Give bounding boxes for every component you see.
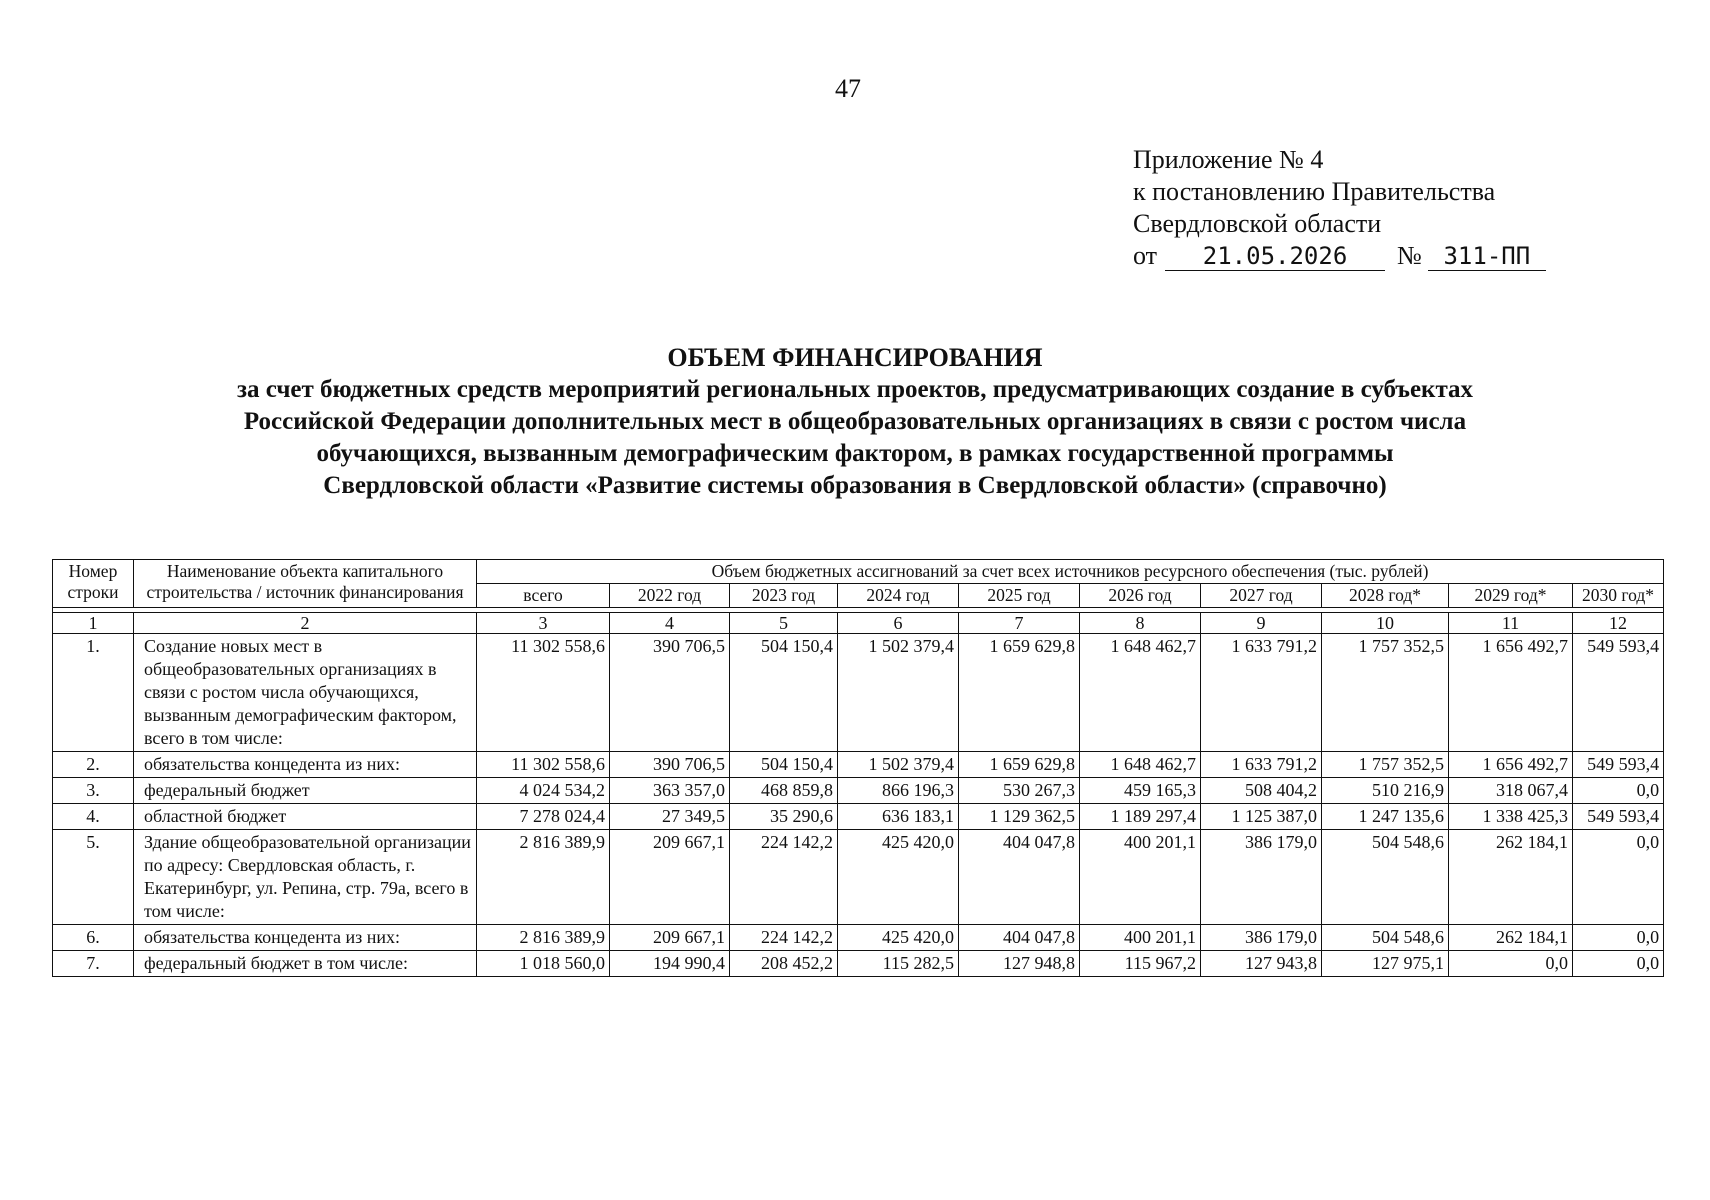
value-cell: 459 165,3 — [1080, 778, 1201, 804]
value-cell: 504 150,4 — [730, 634, 838, 752]
value-cell: 4 024 534,2 — [477, 778, 610, 804]
title-line-2: Российской Федерации дополнительных мест в общеобразовательных организациях в связи с ростом числа — [243, 408, 1467, 435]
value-cell: 115 282,5 — [838, 951, 959, 977]
row-name-cell: обязательства концедента из них: — [134, 925, 477, 951]
header-col-2025: 2025 год — [959, 584, 1080, 608]
index-cell: 7 — [959, 613, 1080, 634]
index-cell: 6 — [838, 613, 959, 634]
header-row-number: Номер строки — [53, 560, 134, 608]
value-cell: 636 183,1 — [838, 804, 959, 830]
row-name-cell: федеральный бюджет — [134, 778, 477, 804]
financing-table — [52, 559, 1664, 977]
document-title — [90, 342, 1620, 502]
value-cell: 1 502 379,4 — [838, 752, 959, 778]
value-cell: 1 125 387,0 — [1201, 804, 1322, 830]
value-cell: 390 706,5 — [610, 752, 730, 778]
value-cell: 390 706,5 — [610, 634, 730, 752]
value-cell: 504 548,6 — [1322, 830, 1449, 925]
value-cell: 11 302 558,6 — [477, 752, 610, 778]
value-cell: 1 018 560,0 — [477, 951, 610, 977]
number-label: № — [1397, 241, 1422, 270]
row-name-cell: областной бюджет — [134, 804, 477, 830]
row-name-cell: обязательства концедента из них: — [134, 752, 477, 778]
row-number-cell: 5. — [53, 830, 134, 925]
value-cell: 0,0 — [1573, 951, 1664, 977]
page-number: 47 — [835, 74, 861, 103]
header-col-2027: 2027 год — [1201, 584, 1322, 608]
value-cell: 504 548,6 — [1322, 925, 1449, 951]
value-cell: 504 150,4 — [730, 752, 838, 778]
value-cell: 209 667,1 — [610, 925, 730, 951]
value-cell: 530 267,3 — [959, 778, 1080, 804]
value-cell: 27 349,5 — [610, 804, 730, 830]
value-cell: 7 278 024,4 — [477, 804, 610, 830]
column-index-row — [53, 613, 1664, 634]
table-row — [53, 830, 1664, 925]
index-cell: 11 — [1449, 613, 1573, 634]
table-row — [53, 634, 1664, 752]
index-cell: 9 — [1201, 613, 1322, 634]
value-cell: 11 302 558,6 — [477, 634, 610, 752]
value-cell: 224 142,2 — [730, 830, 838, 925]
index-cell: 12 — [1573, 613, 1664, 634]
header-col-2023: 2023 год — [730, 584, 838, 608]
header-col-2030: 2030 год* — [1573, 584, 1664, 608]
index-cell: 2 — [134, 613, 477, 634]
table-row — [53, 752, 1664, 778]
header-name: Наименование объекта капитального строительства / источник финансирования — [134, 560, 477, 608]
value-cell: 224 142,2 — [730, 925, 838, 951]
row-number-cell: 1. — [53, 634, 134, 752]
table-row — [53, 778, 1664, 804]
value-cell: 1 502 379,4 — [838, 634, 959, 752]
row-name-cell: Здание общеобразовательной организации по адресу: Свердловская область, г. Екатеринбург, ул. Репина, стр. 79а, всего в том числе: — [134, 830, 477, 925]
row-name-cell: федеральный бюджет в том числе: — [134, 951, 477, 977]
row-number-cell: 4. — [53, 804, 134, 830]
value-cell: 194 990,4 — [610, 951, 730, 977]
index-cell: 4 — [610, 613, 730, 634]
value-cell: 1 633 791,2 — [1201, 634, 1322, 752]
value-cell: 549 593,4 — [1573, 752, 1664, 778]
value-cell: 1 633 791,2 — [1201, 752, 1322, 778]
header-col-total: всего — [477, 584, 610, 608]
appendix-line-2: к постановлению Правительства — [1133, 177, 1496, 206]
row-number-cell: 7. — [53, 951, 134, 977]
value-cell: 1 189 297,4 — [1080, 804, 1201, 830]
value-cell: 127 975,1 — [1322, 951, 1449, 977]
table-row — [53, 925, 1664, 951]
value-cell: 425 420,0 — [838, 925, 959, 951]
value-cell: 1 757 352,5 — [1322, 752, 1449, 778]
table-row — [53, 804, 1664, 830]
value-cell: 1 659 629,8 — [959, 634, 1080, 752]
value-cell: 1 656 492,7 — [1449, 634, 1573, 752]
value-cell: 363 357,0 — [610, 778, 730, 804]
value-cell: 318 067,4 — [1449, 778, 1573, 804]
title-line-3: обучающихся, вызванным демографическим фактором, в рамках государственной программы — [316, 440, 1394, 467]
appendix-block — [1133, 144, 1546, 272]
value-cell: 386 179,0 — [1201, 830, 1322, 925]
row-number-cell: 2. — [53, 752, 134, 778]
value-cell: 127 948,8 — [959, 951, 1080, 977]
index-cell: 3 — [477, 613, 610, 634]
appendix-line-1: Приложение № 4 — [1133, 145, 1324, 174]
title-main: ОБЪЕМ ФИНАНСИРОВАНИЯ — [667, 343, 1043, 372]
from-label: от — [1133, 241, 1158, 270]
header-col-2022: 2022 год — [610, 584, 730, 608]
value-cell: 1 648 462,7 — [1080, 634, 1201, 752]
title-line-1: за счет бюджетных средств мероприятий региональных проектов, предусматривающих создание в субъектах — [236, 376, 1474, 403]
value-cell: 208 452,2 — [730, 951, 838, 977]
value-cell: 400 201,1 — [1080, 925, 1201, 951]
value-cell: 0,0 — [1573, 830, 1664, 925]
value-cell: 1 338 425,3 — [1449, 804, 1573, 830]
value-cell: 2 816 389,9 — [477, 830, 610, 925]
title-line-4: Свердловской области «Развитие системы образования в Свердловской области» (справочно) — [323, 472, 1387, 499]
value-cell: 425 420,0 — [838, 830, 959, 925]
value-cell: 404 047,8 — [959, 830, 1080, 925]
resolution-number: 311-ПП — [1428, 242, 1546, 271]
value-cell: 866 196,3 — [838, 778, 959, 804]
header-group: Объем бюджетных ассигнований за счет всех источников ресурсного обеспечения (тыс. рублей) — [477, 560, 1664, 584]
appendix-line-3: Свердловской области — [1133, 209, 1382, 238]
value-cell: 262 184,1 — [1449, 925, 1573, 951]
value-cell: 0,0 — [1449, 951, 1573, 977]
value-cell: 386 179,0 — [1201, 925, 1322, 951]
value-cell: 1 129 362,5 — [959, 804, 1080, 830]
index-cell: 8 — [1080, 613, 1201, 634]
index-cell: 10 — [1322, 613, 1449, 634]
value-cell: 2 816 389,9 — [477, 925, 610, 951]
resolution-date: 21.05.2026 — [1165, 242, 1385, 271]
index-cell: 1 — [53, 613, 134, 634]
row-name-cell: Создание новых мест в общеобразовательных организациях в связи с ростом числа обучающихся, вызванным демографическим фактором, всего в том числе: — [134, 634, 477, 752]
header-col-2029: 2029 год* — [1449, 584, 1573, 608]
row-number-cell: 6. — [53, 925, 134, 951]
appendix-date-line — [1133, 240, 1546, 272]
value-cell: 400 201,1 — [1080, 830, 1201, 925]
header-col-2026: 2026 год — [1080, 584, 1201, 608]
value-cell: 35 290,6 — [730, 804, 838, 830]
value-cell: 262 184,1 — [1449, 830, 1573, 925]
value-cell: 127 943,8 — [1201, 951, 1322, 977]
table-row — [53, 951, 1664, 977]
value-cell: 0,0 — [1573, 778, 1664, 804]
index-cell: 5 — [730, 613, 838, 634]
value-cell: 1 648 462,7 — [1080, 752, 1201, 778]
value-cell: 549 593,4 — [1573, 634, 1664, 752]
row-number-cell: 3. — [53, 778, 134, 804]
value-cell: 549 593,4 — [1573, 804, 1664, 830]
table-body — [53, 608, 1664, 977]
header-col-2024: 2024 год — [838, 584, 959, 608]
value-cell: 508 404,2 — [1201, 778, 1322, 804]
value-cell: 404 047,8 — [959, 925, 1080, 951]
value-cell: 1 757 352,5 — [1322, 634, 1449, 752]
value-cell: 468 859,8 — [730, 778, 838, 804]
value-cell: 1 659 629,8 — [959, 752, 1080, 778]
value-cell: 115 967,2 — [1080, 951, 1201, 977]
value-cell: 1 656 492,7 — [1449, 752, 1573, 778]
value-cell: 510 216,9 — [1322, 778, 1449, 804]
value-cell: 0,0 — [1573, 925, 1664, 951]
value-cell: 1 247 135,6 — [1322, 804, 1449, 830]
header-col-2028: 2028 год* — [1322, 584, 1449, 608]
value-cell: 209 667,1 — [610, 830, 730, 925]
